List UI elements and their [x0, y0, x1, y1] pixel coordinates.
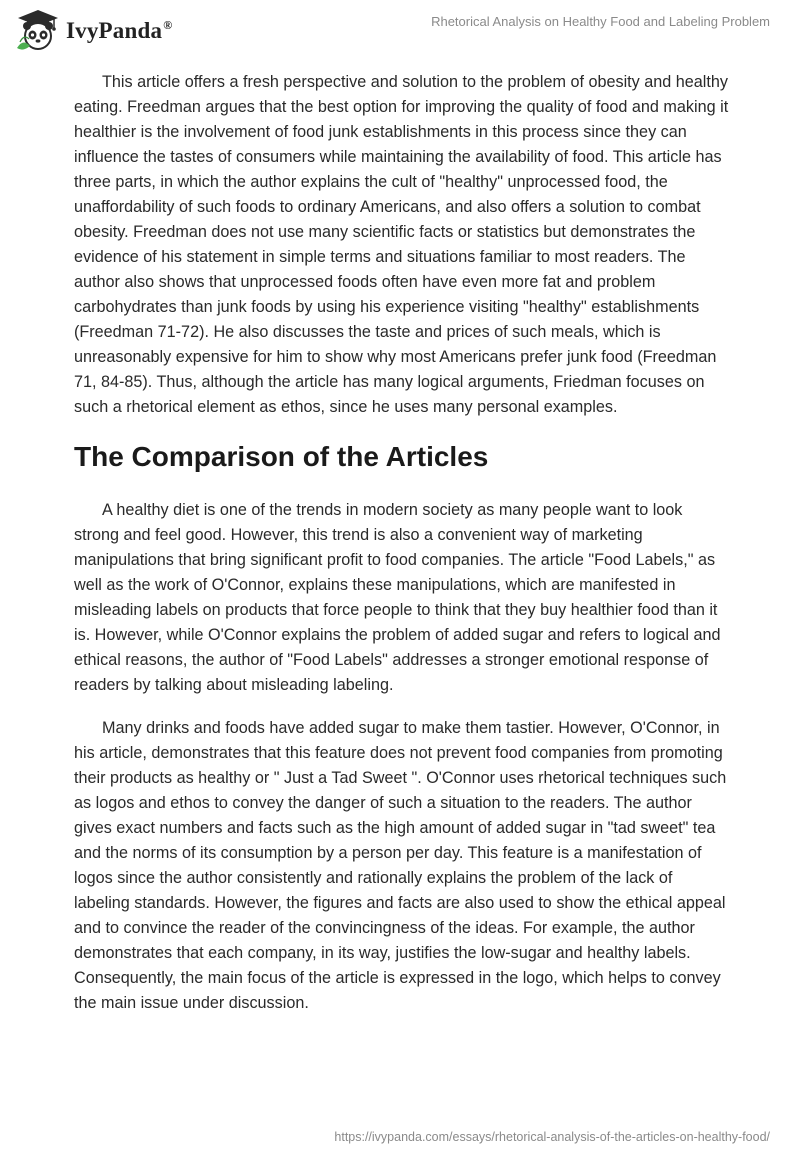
body-paragraph: Many drinks and foods have added sugar to make them tastier. However, O'Connor, in his article, demonstrates that this feature does not prevent food companies from promoting their products as healthy or " Just a Tad Sweet ". O'Connor uses rhetorical techniques such as logos and ethos to convey the danger of such a situation to the readers. The author gives exact numbers and facts such as the high amount of added sugar in "tad sweet" tea and the norms of its consumption by a person per day. This feature is a manifestation of logos since the author consistently and rationally explains the problem of the lack of labeling standards. However, the figures and facts are also used to show the ethical appeal and to convince the reader of the convincingness of the ideas. For example, the author demonstrates that each company, in its way, justifies the low-sugar and healthy labels. Consequently, the main focus of the article is expressed in the logo, which helps to convey the main issue under discussion. — [74, 719, 727, 1012]
logo-wordmark: IvyPanda® — [66, 18, 173, 43]
essay-content — [74, 70, 730, 1034]
running-title: Rhetorical Analysis on Healthy Food and Labeling Problem — [431, 14, 770, 29]
source-url: https://ivypanda.com/essays/rhetorical-analysis-of-the-articles-on-healthy-food/ — [334, 1130, 770, 1144]
section-heading: The Comparison of the Articles — [74, 441, 489, 472]
panda-logo-icon — [14, 8, 62, 52]
body-paragraph: This article offers a fresh perspective and solution to the problem of obesity and healthy eating. Freedman argues that the best option for improving the quality of food and making it healthier is the involvement of food junk establishments in this process since they can influence the tastes of consumers while maintaining the availability of food. This article has three parts, in which the author explains the cult of "healthy" unprocessed food, the unaffordability of such foods to ordinary Americans, and also offers a solution to combat obesity. Freedman does not use many scientific facts or statistics but demonstrates the evidence of his statement in simple terms and situations familiar to most readers. The author also shows that unprocessed foods often have even more fat and problem carbohydrates than junk foods by using his experience visiting "healthy" establishments (Freedman 71-72). He also discusses the taste and prices of such meals, which is unreasonably expensive for him to show why most Americans prefer junk food (Freedman 71, 84-85). Thus, although the article has many logical arguments, Friedman focuses on such a rhetorical element as ethos, since he uses many personal examples. — [74, 73, 729, 416]
page-header — [0, 0, 800, 64]
ivypanda-logo-link[interactable] — [14, 8, 172, 52]
body-paragraph: A healthy diet is one of the trends in modern society as many people want to look strong and feel good. However, this trend is also a convenient way of marketing manipulations that bring significant profit to food companies. The article "Food Labels," as well as the work of O'Connor, explains these manipulations, which are manifested in misleading labels on products that force people to think that they buy healthier food than it is. However, while O'Connor explains the problem of added sugar and refers to logical and ethical reasons, the author of "Food Labels" addresses a stronger emotional response of readers by talking about misleading labeling. — [74, 501, 721, 694]
